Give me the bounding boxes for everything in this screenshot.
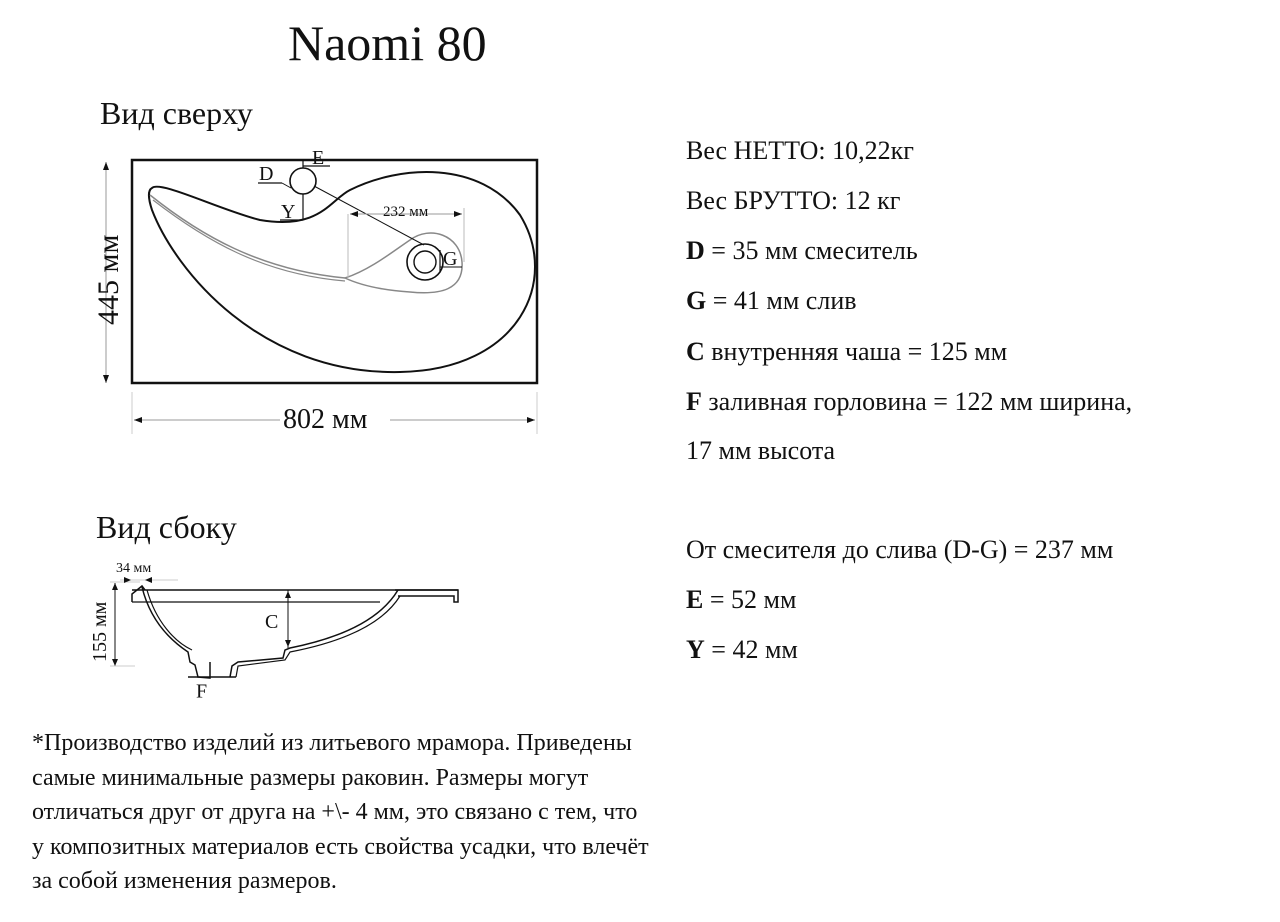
marker-c: C (265, 611, 279, 633)
note-line: у композитных материалов есть свойства усадки, что влечёт (32, 833, 649, 860)
side-view-drawing (0, 540, 500, 700)
page-title: Naomi 80 (288, 15, 487, 71)
marker-f: F (196, 680, 208, 700)
marker-e: E (312, 147, 325, 169)
spec-d-g-distance: От смесителя до слива (D-G) = 237 мм (686, 535, 1114, 564)
height-label: 445 мм (92, 234, 125, 325)
spec-f-neck: F заливная горловина = 122 мм ширина, (686, 387, 1133, 416)
spec-gross-weight: Вес БРУТТО: 12 кг (686, 186, 901, 215)
side-view-heading: Вид сбоку (96, 509, 237, 545)
top-view-drawing (0, 0, 680, 520)
marker-y: Y (281, 201, 296, 223)
top-view-heading: Вид сверху (100, 95, 253, 131)
spec-g-drain: G = 41 мм слив (686, 286, 857, 315)
note-line: самые минимальные размеры раковин. Размеры могут (32, 764, 589, 791)
marker-g: G (443, 248, 458, 270)
note-line: за собой изменения размеров. (32, 868, 337, 894)
spec-c-bowl: C внутренняя чаша = 125 мм (686, 337, 1008, 366)
spec-f-neck-height: 17 мм высота (686, 436, 836, 465)
spec-net-weight: Вес НЕТТО: 10,22кг (686, 136, 914, 165)
side-height-label: 155 мм (89, 601, 111, 662)
rim-label: 34 мм (116, 561, 152, 576)
spec-e: E = 52 мм (686, 585, 797, 614)
marker-d: D (259, 163, 274, 185)
note-line: *Производство изделий из литьевого мрамора. Приведены (32, 730, 632, 756)
width-label: 802 мм (283, 404, 368, 435)
note-line: отличаться друг от друга на +\- 4 мм, это связано с тем, что (32, 799, 638, 825)
disclaimer-note (32, 726, 792, 899)
drain-distance-label: 232 мм (383, 204, 429, 220)
spec-d-faucet: D = 35 мм смеситель (686, 236, 918, 265)
spec-y: Y = 42 мм (686, 635, 798, 664)
